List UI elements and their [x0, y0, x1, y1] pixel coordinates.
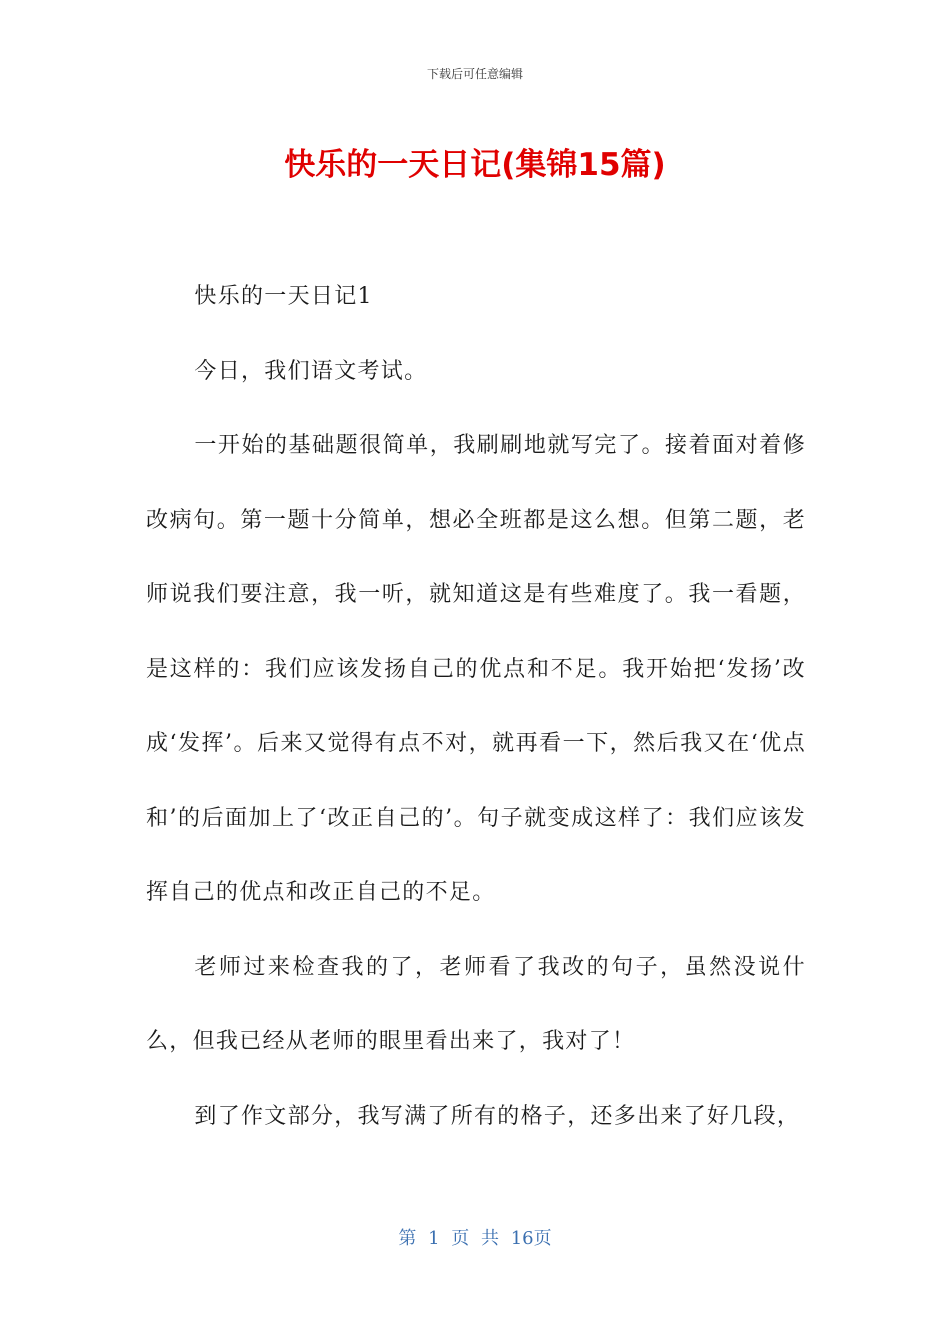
page-number-footer: 第 1 页 共 16页 [398, 1228, 552, 1249]
document-body [146, 260, 806, 1154]
paragraph: 老师过来检查我的了，老师看了我改的句子，虽然没说什么，但我已经从老师的眼里看出来了，我对了！ [146, 954, 806, 1054]
paragraph: 到了作文部分，我写满了所有的格子，还多出来了好几段， [194, 1103, 801, 1129]
paragraph: 一开始的基础题很简单，我刷刷地就写完了。接着面对着修改病句。第一题十分简单，想必全班都是这么想。但第二题，老师说我们要注意，我一听，就知道这是有些难度了。我一看题，是这样的：我们应该发扬自己的优点和不足。我开始把‘发扬’改成‘发挥’。后来又觉得有点不对，就再看一下，然后我又在‘优点和’的后面加上了‘改正自己的’。句子就变成这样了：我们应该发挥自己的优点和改正自己的不足。 [146, 433, 806, 905]
section-heading: 快乐的一天日记1 [194, 284, 373, 309]
page-header-note: 下载后可任意编辑 [426, 67, 523, 81]
document-title: 快乐的一天日记(集锦15篇) [284, 147, 666, 183]
paragraph: 今日，我们语文考试。 [194, 358, 428, 384]
